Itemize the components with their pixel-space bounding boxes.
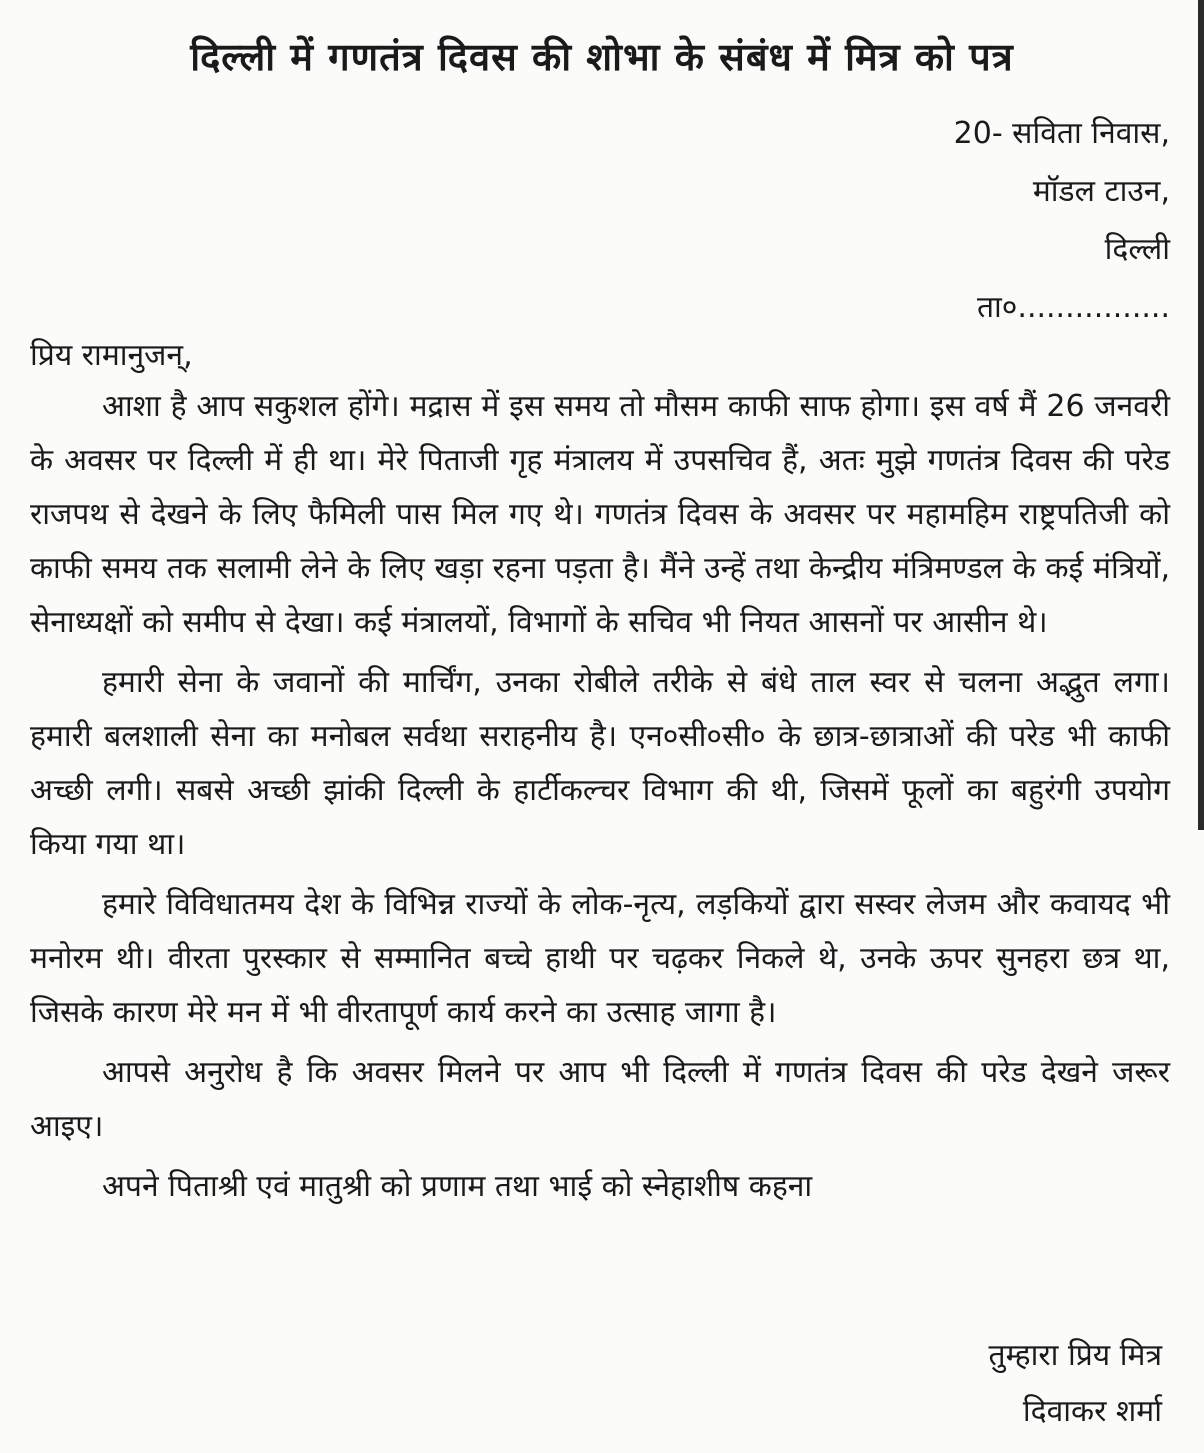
body-paragraph: हमारी सेना के जवानों की मार्चिंग, उनका रोबीले तरीके से बंधे ताल स्वर से चलना अद्भुत लगा। हमारी बलशाली सेना का मनोबल सर्वथा सराहनीय है। एन०सी०सी० के छात्र-छात्राओं की परेड भी काफी अच्छी लगी। सबसे अच्छी झांकी दिल्ली के हार्टीकल्चर विभाग की थी, जिसमें फूलों का बहुरंगी उपयोग किया गया था। bbox=[30, 665, 1170, 862]
letter-body bbox=[30, 380, 1170, 1220]
closing-phrase: तुम्हारा प्रिय मित्र bbox=[988, 1338, 1162, 1373]
sender-address bbox=[954, 105, 1170, 337]
letter-title: दिल्ली में गणतंत्र दिवस की शोभा के संबंध में मित्र को पत्र bbox=[190, 35, 1014, 79]
salutation: प्रिय रामानुजन्, bbox=[30, 338, 193, 373]
letter-date: ता०................ bbox=[976, 290, 1170, 325]
body-paragraph: आशा है आप सकुशल होंगे। मद्रास में इस समय तो मौसम काफी साफ होगा। इस वर्ष मैं 26 जनवरी के अवसर पर दिल्ली में ही था। मेरे पिताजी गृह मंत्रालय में उपसचिव हैं, अतः मुझे गणतंत्र दिवस की परेड राजपथ से देखने के लिए फैमिली पास मिल गए थे। गणतंत्र दिवस के अवसर पर महामहिम राष्ट्रपतिजी को काफी समय तक सलामी लेने के लिए खड़ा रहना पड़ता है। मैंने उन्हें तथा केन्द्रीय मंत्रिमण्डल के कई मंत्रियों, सेनाध्यक्षों को समीप से देखा। कई मंत्रालयों, विभागों के सचिव भी नियत आसनों पर आसीन थे। bbox=[30, 389, 1170, 640]
address-line-city: दिल्ली bbox=[1104, 232, 1170, 267]
body-paragraph: आपसे अनुरोध है कि अवसर मिलने पर आप भी दिल्ली में गणतंत्र दिवस की परेड देखने जरूर आइए। bbox=[30, 1055, 1170, 1144]
letter-closing bbox=[989, 1328, 1162, 1440]
address-line-locality: मॉडल टाउन, bbox=[1032, 174, 1170, 209]
body-paragraph: हमारे विविधातमय देश के विभिन्न राज्यों के लोक-नृत्य, लड़कियों द्वारा सस्वर लेजम और कवायद भी मनोरम थी। वीरता पुरस्कार से सम्मानित बच्चे हाथी पर चढ़कर निकले थे, उनके ऊपर सुनहरा छत्र था, जिसके कारण मेरे मन में भी वीरतापूर्ण कार्य करने का उत्साह जागा है। bbox=[30, 887, 1170, 1030]
sender-name: दिवाकर शर्मा bbox=[1022, 1394, 1162, 1429]
address-line-house: 20- सविता निवास, bbox=[953, 116, 1170, 151]
body-paragraph: अपने पिताश्री एवं मातुश्री को प्रणाम तथा भाई को स्नेहाशीष कहना bbox=[102, 1169, 813, 1204]
